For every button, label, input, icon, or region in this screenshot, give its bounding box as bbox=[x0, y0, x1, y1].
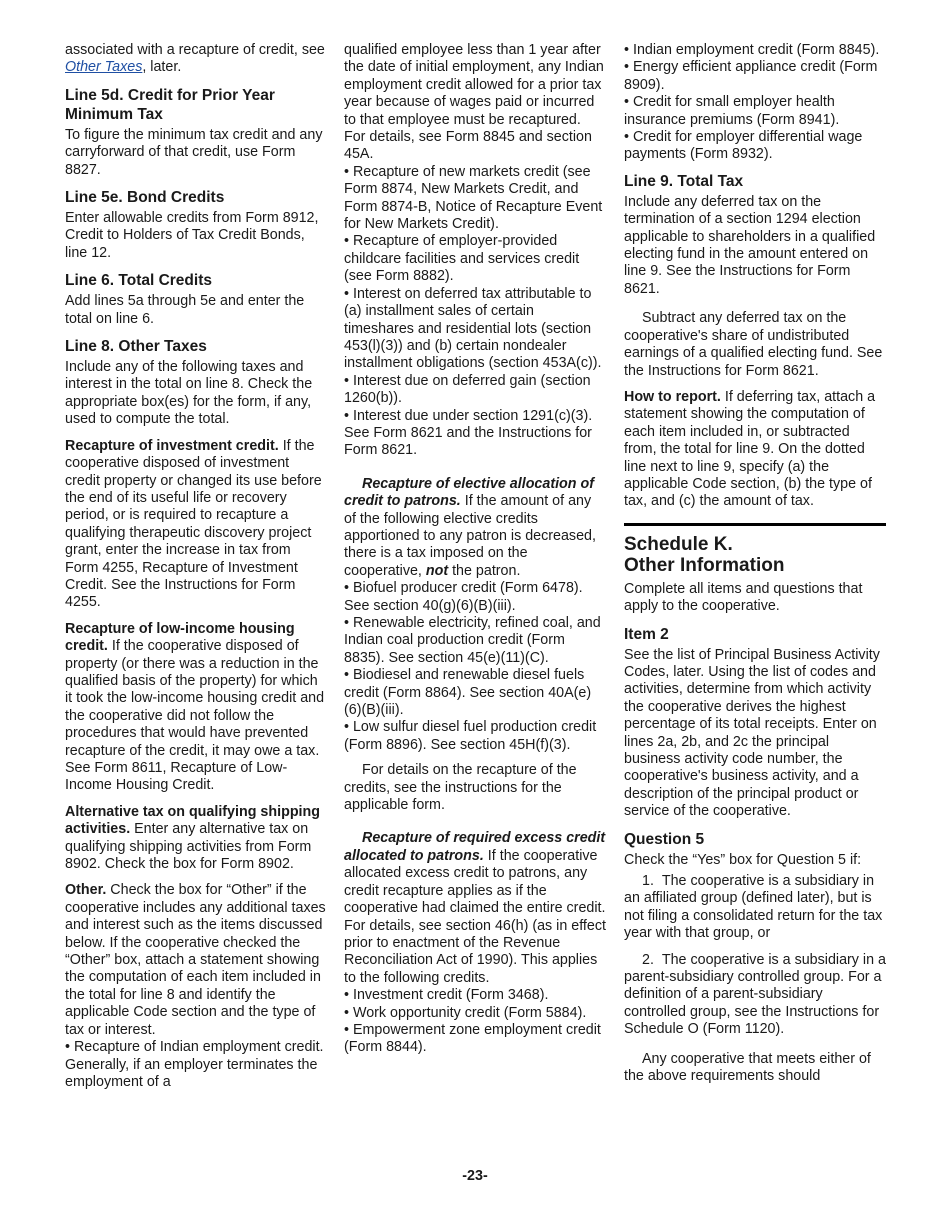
other-taxes-link[interactable]: Other Taxes bbox=[65, 59, 143, 76]
bullet-item: • Low sulfur diesel fuel production credit (Form 8896). See section 45H(f)(3). bbox=[344, 719, 606, 754]
column-1 bbox=[65, 42, 327, 1091]
paragraph: Other. Check the box for “Other” if the cooperative includes any additional taxes and interest such as the items discussed below. If the cooperative checked the “Other” box, attach a statement showing the computation of each item included in the total for line 8 and identify the applicable Code section and the type of tax or interest. bbox=[65, 882, 326, 1038]
bullet-item: • Recapture of employer-provided childcare facilities and services credit (see Form 8882). bbox=[344, 233, 606, 285]
bullet-item: • Credit for small employer health insurance premiums (Form 8941). bbox=[624, 94, 886, 129]
numbered-item: 2. The cooperative is a subsidiary in a parent-subsidiary controlled group. For a definition of a parent-subsidiary controlled group, see the Instructions for Schedule O (Form 1120). bbox=[624, 951, 886, 1038]
paragraph: For details on the recapture of the credits, see the instructions for the applicable form. bbox=[344, 762, 577, 814]
paragraph: Alternative tax on qualifying shipping activities. Enter any alternative tax on qualifying shipping activities from Form 8902. Check the box for Form 8902. bbox=[65, 803, 320, 873]
paragraph: Recapture of investment credit. If the cooperative disposed of investment credit property or changed its use before the end of its useful life or recovery period, or is required to recapture a qualifying therapeutic discovery project grant, enter the increase in tax from Form 4255, Recapture of Investment Credit. See the Instructions for Form 4255. bbox=[65, 437, 322, 611]
bullet-item: • Biofuel producer credit (Form 6478). See section 40(g)(6)(B)(iii). bbox=[344, 580, 606, 615]
bullet-item: • Empowerment zone employment credit (Form 8844). bbox=[344, 1022, 606, 1057]
bullet-item: • Biodiesel and renewable diesel fuels credit (Form 8864). See section 40A(e)(6)(B)(iii). bbox=[344, 667, 606, 719]
paragraph: Add lines 5a through 5e and enter the total on line 6. bbox=[65, 293, 305, 327]
heading-question-5: Question 5 bbox=[624, 830, 705, 848]
bullet-item: • Renewable electricity, refined coal, and Indian coal production credit (Form 8835). See section 45(e)(11)(C). bbox=[344, 615, 606, 667]
bullet-item: • Interest on deferred tax attributable to (a) installment sales of certain timeshares and residential lots (section 453(l)(3)) and (b) certain nondealer installment obligations (section 453A(c)). bbox=[344, 286, 606, 373]
paragraph: Recapture of low-income housing credit. If the cooperative disposed of property (or there was a reduction in the qualified basis of the property) for which it took the low-income housing credit and the cooperative did not follow the procedures that would have prevented recapture of the credit, it may owe a tax. See Form 8611, Recapture of Low-Income Housing Credit. bbox=[65, 620, 325, 794]
heading-item-2: Item 2 bbox=[624, 625, 669, 643]
paragraph: associated with a recapture of credit, see Other Taxes, later. bbox=[65, 42, 325, 76]
heading-line-5e: Line 5e. Bond Credits bbox=[65, 189, 225, 207]
paragraph: Include any of the following taxes and interest in the total on line 8. Check the appropriate box(es) for the form, if any, used to compute the total. bbox=[65, 359, 313, 428]
paragraph: Recapture of required excess credit allocated to patrons. If the cooperative allocated excess credit to patrons, any credit recapture applies as if the cooperative had claimed the entire credit. For details, see section 46(h) (as in effect prior to enactment of the Revenue Reconciliation Act of 1990). This applies to the following credits. bbox=[344, 830, 606, 986]
page-number: -23- bbox=[462, 1168, 488, 1184]
paragraph: qualified employee less than 1 year after the date of initial employment, any Indian employment credit allowed for a prior tax year because of wages paid or incurred to that employee must be recaptured. For details, see Form 8845 and section 45A. bbox=[344, 42, 604, 163]
bullet-item: • Indian employment credit (Form 8845). bbox=[624, 42, 886, 59]
numbered-item: 1. The cooperative is a subsidiary in an affiliated group (defined later), but is not filing a consolidated return for the tax year with that group, or bbox=[624, 873, 883, 942]
paragraph: Enter allowable credits from Form 8912, Credit to Holders of Tax Credit Bonds, line 12. bbox=[65, 210, 319, 261]
bullet-item: • Investment credit (Form 3468). bbox=[344, 987, 606, 1004]
paragraph: Check the “Yes” box for Question 5 if: bbox=[624, 851, 862, 868]
paragraph: Recapture of elective allocation of credit to patrons. If the amount of any of the following elective credits apportioned to any patron is decreased, there is a tax imposed on the cooperative, not the patron. bbox=[344, 475, 596, 579]
section-divider bbox=[624, 523, 886, 526]
paragraph: Include any deferred tax on the termination of a section 1294 election applicable to shareholders in a qualified electing fund in the amount entered on line 9. See the Instructions for Form 8621. bbox=[624, 193, 876, 297]
paragraph: To figure the minimum tax credit and any carryforward of that credit, use Form 8827. bbox=[65, 126, 323, 178]
schedule-k-title: Schedule K. Other Information bbox=[624, 533, 785, 577]
column-3 bbox=[624, 42, 886, 1095]
bullet-item: • Energy efficient appliance credit (Form 8909). bbox=[624, 59, 886, 94]
paragraph: Complete all items and questions that apply to the cooperative. bbox=[624, 580, 863, 615]
bullet-item: • Work opportunity credit (Form 5884). bbox=[344, 1005, 606, 1022]
paragraph: How to report. If deferring tax, attach a statement showing the computation of each item included in, or subtracted from, the total for line 9. On the dotted line next to line 9, specify (a) the applicable Code section, (b) the type of tax, and (c) the amount of tax. bbox=[624, 388, 876, 510]
column-2 bbox=[344, 42, 606, 1057]
paragraph: See the list of Principal Business Activity Codes, later. Using the list of codes and activities, determine from which activity the cooperative derives the highest percentage of its total receipts. Enter on lines 2a, 2b, and 2c the principal business activity code number, the cooperative's business activity, and a description of the principal product or service of the cooperative. bbox=[624, 646, 880, 820]
bullet-item: • Interest due under section 1291(c)(3). See Form 8621 and the Instructions for Form 8621. bbox=[344, 408, 606, 460]
bullet-item: • Interest due on deferred gain (section 1260(b)). bbox=[344, 373, 606, 408]
bullet-item: • Recapture of Indian employment credit. Generally, if an employer terminates the employment of a bbox=[65, 1039, 327, 1091]
heading-line-5d: Line 5d. Credit for Prior Year Minimum Tax bbox=[65, 86, 275, 123]
paragraph: Subtract any deferred tax on the cooperative's share of undistributed earnings of a qualified electing fund. See the Instructions for Form 8621. bbox=[624, 310, 883, 379]
paragraph: Any cooperative that meets either of the above requirements should bbox=[624, 1050, 871, 1085]
bullet-item: • Recapture of new markets credit (see Form 8874, New Markets Credit, and Form 8874-B, Notice of Recapture Event for New Markets Credit). bbox=[344, 164, 606, 234]
bullet-item: • Credit for employer differential wage payments (Form 8932). bbox=[624, 129, 886, 164]
heading-line-9: Line 9. Total Tax bbox=[624, 172, 744, 190]
heading-line-6: Line 6. Total Credits bbox=[65, 272, 212, 290]
heading-line-8: Line 8. Other Taxes bbox=[65, 338, 207, 356]
